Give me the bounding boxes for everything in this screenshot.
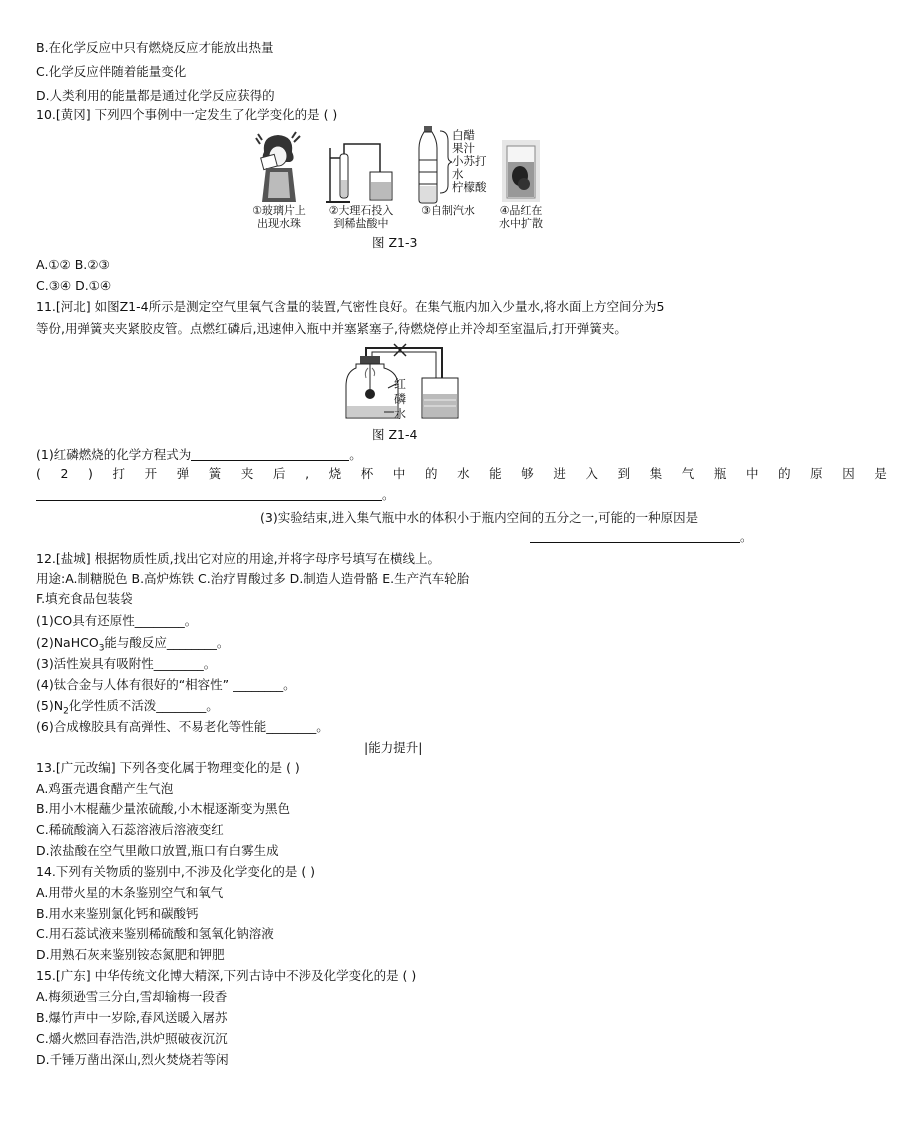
- q11-part2: (2)打开弹簧夹后,烧杯中的水能够进入到集气瓶中的原因是: [36, 466, 906, 481]
- q13-option-c: C.稀硫酸滴入石蕊溶液后溶液变红: [36, 822, 224, 837]
- q11-part2-answer-blank[interactable]: [36, 488, 382, 501]
- q12-stem: 12.[盐城] 根据物质性质,找出它对应的用途,并将字母序号填写在横线上。: [36, 551, 441, 566]
- q14-option-c: C.用石蕊试液来鉴别稀硫酸和氢氧化钠溶液: [36, 926, 274, 941]
- q10-options-cd: C.③④ D.①④: [36, 278, 112, 293]
- figure-label-red: 红: [394, 377, 407, 391]
- figure-z1-4-label: 图 Z1-4: [372, 427, 418, 442]
- q9-option-c: C.化学反应伴随着能量变化: [36, 64, 187, 79]
- q10-options-ab: A.①② B.②③: [36, 257, 110, 272]
- q14-option-d: D.用熟石灰来鉴别铵态氮肥和钾肥: [36, 947, 225, 962]
- figure-caption-3: ③自制汽水: [421, 204, 475, 217]
- bottle-label-juice: 果汁: [452, 141, 475, 155]
- girl-breathing-on-glass-illustration: [256, 132, 302, 204]
- q15-option-c: C.爝火燃回春浩浩,洪炉照破夜沉沉: [36, 1031, 228, 1046]
- q12-item6: (6)合成橡胶具有高弹性、不易老化等性能________。: [36, 719, 329, 734]
- section-title: |能力提升|: [364, 740, 423, 755]
- q14-option-a: A.用带火星的木条鉴别空气和氧气: [36, 885, 224, 900]
- q15-option-a: A.梅须逊雪三分白,雪却输梅一段香: [36, 989, 228, 1004]
- q14-stem: 14.下列有关物质的鉴别中,不涉及化学变化的是 ( ): [36, 864, 316, 879]
- q11-stem-line1: 11.[河北] 如图Z1-4所示是测定空气里氧气含量的装置,气密性良好。在集气瓶内加入少量水,将水面上方空间分为5: [36, 299, 665, 314]
- figure-caption-1: ①玻璃片上 出现水珠: [252, 204, 306, 230]
- q13-option-d: D.浓盐酸在空气里敞口放置,瓶口有白雾生成: [36, 843, 279, 858]
- q9-option-b: B.在化学反应中只有燃烧反应才能放出热量: [36, 40, 274, 55]
- q15-stem: 15.[广东] 中华传统文化博大精深,下列古诗中不涉及化学变化的是 ( ): [36, 968, 417, 983]
- q12-uses-line1: 用途:A.制糖脱色 B.高炉炼铁 C.治疗胃酸过多 D.制造人造骨骼 E.生产汽车轮胎: [36, 571, 470, 586]
- figure-caption-4: ④品红在 水中扩散: [499, 204, 543, 230]
- q13-stem: 13.[广元改编] 下列各变化属于物理变化的是 ( ): [36, 760, 300, 775]
- q12-item4: (4)钛合金与人体有很好的“相容性” ________。: [36, 677, 296, 692]
- q9-option-d: D.人类利用的能量都是通过化学反应获得的: [36, 88, 275, 103]
- q12-uses-line2: F.填充食品包装袋: [36, 591, 133, 606]
- q15-option-b: B.爆竹声中一岁除,春风送暖入屠苏: [36, 1010, 228, 1025]
- bottle-label-baking-soda: 小苏打: [452, 154, 487, 168]
- q11-part3: (3)实验结束,进入集气瓶中水的体积小于瓶内空间的五分之一,可能的一种原因是: [260, 510, 699, 525]
- q12-item2: (2)NaHCO$_3$能与酸反应________。: [36, 635, 230, 654]
- q12-item3: (3)活性炭具有吸附性________。: [36, 656, 217, 671]
- q11-part1-answer-blank[interactable]: [191, 448, 349, 461]
- figure-label-water: 水: [394, 407, 407, 421]
- bottle-label-vinegar: 白醋: [452, 128, 475, 142]
- dye-diffusing-photo: [502, 140, 540, 202]
- q13-option-a: A.鸡蛋壳遇食醋产生气泡: [36, 781, 174, 796]
- bottle-label-citric-acid: 柠檬酸: [452, 180, 487, 194]
- bottle-label-water: 水: [452, 167, 464, 181]
- figure-z1-3-label: 图 Z1-3: [372, 235, 418, 250]
- q12-item1: (1)CO具有还原性________。: [36, 613, 198, 628]
- q10-stem: 10.[黄冈] 下列四个事例中一定发生了化学变化的是 ( ): [36, 107, 338, 122]
- q15-option-d: D.千锤万凿出深山,烈火焚烧若等闲: [36, 1052, 229, 1067]
- q12-item5: $(5)N_2$化学性质不活泼________。: [36, 698, 219, 717]
- q14-option-b: B.用水来鉴别氯化钙和碳酸钙: [36, 906, 199, 921]
- q11-part3-line2: 。: [530, 529, 753, 545]
- q11-part2-line2: 。: [36, 487, 395, 503]
- marble-in-acid-apparatus-illustration: [324, 140, 396, 204]
- q13-option-b: B.用小木棍蘸少量浓硫酸,小木棍逐渐变为黑色: [36, 801, 291, 816]
- q11-stem-line2: 等份,用弹簧夹夹紧胶皮管。点燃红磷后,迅速伸入瓶中并塞紧塞子,待燃烧停止并冷却至室温后,打开弹簧夹。: [36, 321, 627, 336]
- figure-label-phosphorus: 磷: [394, 392, 407, 406]
- q11-part3-answer-blank[interactable]: [530, 530, 740, 543]
- q11-part1: (1)红磷燃烧的化学方程式为 。: [36, 447, 362, 462]
- figure-caption-2: ②大理石投入 到稀盐酸中: [328, 204, 394, 230]
